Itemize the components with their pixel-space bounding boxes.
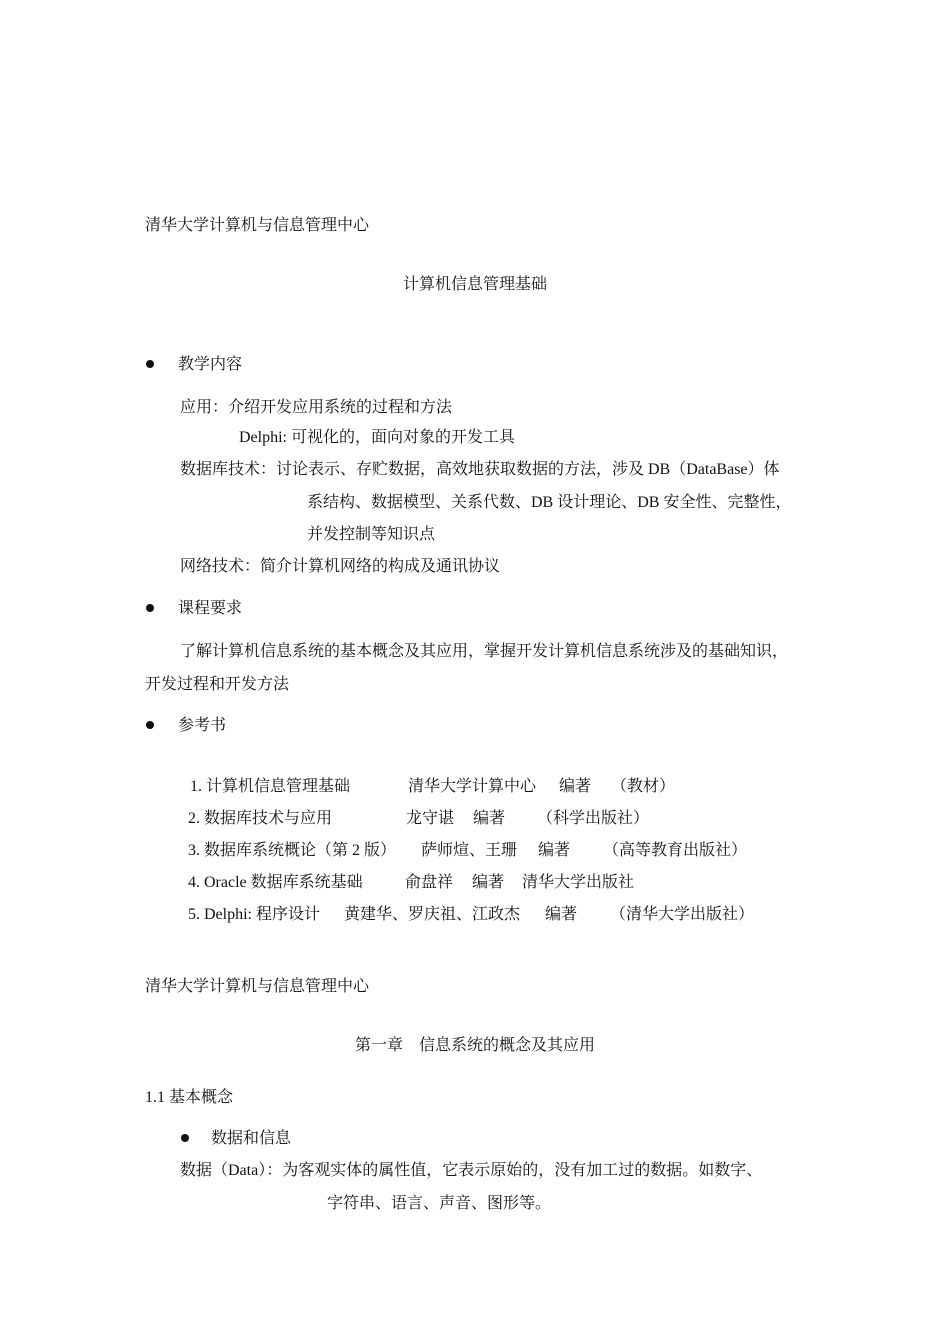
section-heading-teaching: 教学内容 [178, 356, 243, 373]
reference-role: 编著 [538, 842, 571, 859]
reference-publisher: （教材） [611, 778, 676, 795]
reference-publisher: （清华大学出版社） [610, 906, 755, 923]
reference-author: 龙守谌 [406, 810, 455, 827]
reference-title: 1. 计算机信息管理基础 [190, 778, 351, 795]
teaching-db-line3: 并发控制等知识点 [307, 526, 436, 543]
teaching-net: 网络技术：简介计算机网络的构成及通讯协议 [180, 558, 501, 575]
org-header: 清华大学计算机与信息管理中心 [145, 978, 370, 995]
reference-role: 编著 [559, 778, 592, 795]
teaching-app: 应用：介绍开发应用系统的过程和方法 [180, 399, 453, 416]
page-title: 计算机信息管理基础 [402, 276, 547, 293]
reference-author: 俞盘祥 [405, 874, 454, 891]
reference-author: 黄建华、罗庆祖、江政杰 [344, 906, 521, 923]
subsection-heading: 数据和信息 [211, 1130, 292, 1147]
section-title: 1.1 基本概念 [145, 1089, 234, 1106]
definition-line2: 字符串、语言、声音、图形等。 [327, 1195, 552, 1212]
section-heading-requirements: 课程要求 [178, 600, 243, 617]
reference-role: 编著 [473, 810, 506, 827]
reference-publisher: （科学出版社） [537, 810, 650, 827]
reference-role: 编著 [545, 906, 578, 923]
reference-publisher: 清华大学出版社 [522, 874, 635, 891]
reference-title: 3. 数据库系统概论（第 2 版） [188, 842, 397, 859]
reference-item [180, 885, 754, 925]
reference-publisher: （高等教育出版社） [603, 842, 748, 859]
reference-title: 4. Oracle 数据库系统基础 [188, 874, 363, 891]
requirements-line2: 开发过程和开发方法 [145, 676, 290, 693]
bullet-icon [146, 360, 154, 368]
definition-line1: 数据（Data）：为客观实体的属性值，它表示原始的，没有加工过的数据。如数字、 [180, 1162, 763, 1179]
section-heading-references: 参考书 [178, 717, 227, 734]
org-header: 清华大学计算机与信息管理中心 [145, 217, 370, 234]
bullet-icon [146, 604, 154, 612]
teaching-db-line1: 数据库技术：讨论表示、存贮数据，高效地获取数据的方法，涉及 DB（DataBase）体 [180, 461, 780, 478]
reference-author: 萨师煊、王珊 [421, 842, 518, 859]
chapter-title: 第一章 信息系统的概念及其应用 [354, 1037, 595, 1054]
reference-title: 5. Delphi: 程序设计 [188, 906, 320, 923]
teaching-delphi: Delphi: 可视化的，面向对象的开发工具 [239, 429, 515, 446]
reference-role: 编著 [472, 874, 505, 891]
reference-author: 清华大学计算中心 [408, 778, 537, 795]
bullet-icon [146, 721, 154, 729]
teaching-db-line2: 系结构、数据模型、关系代数、DB 设计理论、DB 安全性、完整性， [307, 494, 792, 511]
reference-title: 2. 数据库技术与应用 [188, 810, 333, 827]
bullet-icon [181, 1134, 189, 1142]
requirements-line1: 了解计算机信息系统的基本概念及其应用，掌握开发计算机信息系统涉及的基础知识， [180, 643, 789, 660]
